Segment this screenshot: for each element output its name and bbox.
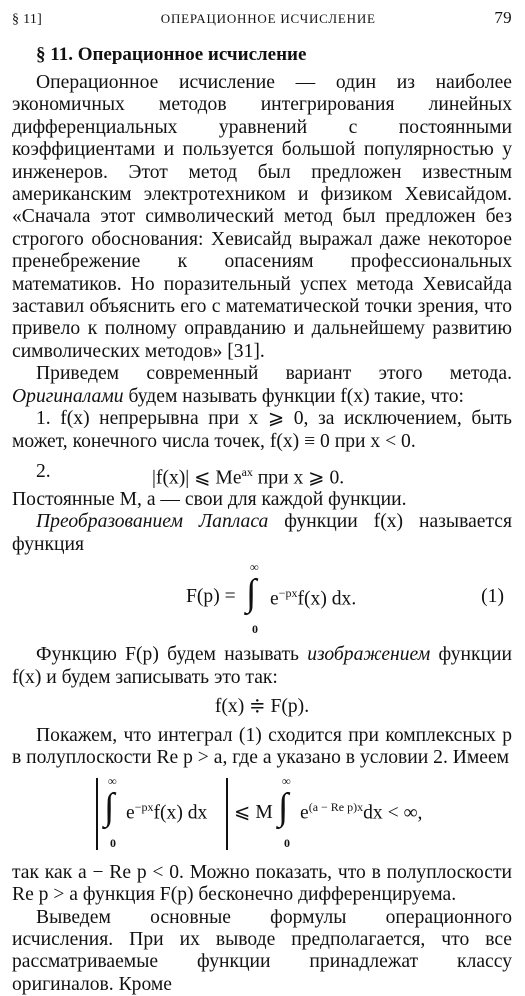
condition-2-expr-left: |f(x)| ⩽ Me (152, 467, 242, 489)
condition-2-expr-sup: ax (241, 464, 253, 479)
term-image: изображением (307, 644, 431, 666)
header-chapter-title: ОПЕРАЦИОННОЕ ИСЧИСЛЕНИЕ (160, 11, 376, 26)
formula-1-exponent: −px (278, 586, 298, 601)
running-header (12, 8, 512, 30)
formula-3-right-base: e (300, 802, 309, 824)
paragraph-intro: Операционное исчисление — один из наиболее экономичных методов интегрирования линейных дифференциальных уравнений с постоянными коэффициентами и пользуется большой популярностью у инженеров. Этот метод был предложен известным американским электротехником и физиком Хевисайдом. «Сначала этот символический метод был предложен без строгого обоснования: Хевисайд выражал даже некоторое пренебрежение к опасениям профессиональных математиков. Но поразительный успех метода Хевисайда заставил объяснить его с математической точки зрения, что привело к полному оправданию и дальнейшему развитию символических методов» [31]. (12, 72, 512, 362)
formula-3-relation: ⩽ M (234, 801, 273, 823)
book-page (12, 8, 512, 996)
condition-2 (12, 459, 512, 489)
paragraph-derive: Выведем основные формулы операционного исчисления. При их выводе предполагается, что все рассматриваемые функции принадлежат классу оригиналов. Кроме (12, 906, 512, 995)
condition-2-expression (152, 461, 344, 490)
condition-1: 1. f(x) непрерывна при x ⩾ 0, за исключением, быть может, конечного числа точек, f(x) ≡ 0 при x < 0. (12, 408, 512, 452)
formula-correspondence: f(x) ≑ F(p). (214, 695, 310, 717)
formula-3-inner-lower: 0 (110, 835, 116, 850)
integral-sign-inner: ∫ (104, 785, 115, 828)
abs-bar-left (96, 778, 98, 850)
formula-3-right-sup: (a − Re p)x (308, 799, 364, 814)
paragraph-originals-before: Приведем современный вариант этого метода. (36, 363, 512, 385)
formula-3-right (300, 800, 422, 825)
paragraph-convergence: Покажем, что интеграл (1) сходится при комплексных p в полуплоскости Re p > a, где a указано в условии 2. Имеем (12, 724, 512, 769)
term-laplace: Преобразованием Лапласа (36, 511, 269, 533)
paragraph-originals-after: будем называть функции f(x) такие, что: (123, 385, 464, 407)
formula-1-upper-limit: ∞ (250, 560, 259, 575)
formula-3-inner-rest: f(x) dx (153, 802, 208, 824)
formula-1-lhs: F(p) = (186, 586, 236, 608)
formula-1-base: e (270, 588, 279, 610)
term-originals: Оригиналами (12, 385, 124, 407)
abs-bar-right (226, 778, 228, 850)
paragraph-laplace (12, 511, 512, 556)
formula-3-inner-upper: ∞ (108, 773, 117, 788)
formula-1-integrand (270, 586, 356, 611)
equation-number: (1) (481, 586, 504, 608)
paragraph-image-after: функции f(x) и будем записывать это так: (12, 644, 512, 688)
formula-3-inner-base: e (126, 802, 135, 824)
formula-3-right-rest: dx < ∞, (363, 802, 423, 824)
formula-1-rest: f(x) dx. (297, 588, 357, 610)
formula-laplace (12, 556, 512, 644)
formula-3-outer-lower: 0 (284, 835, 290, 850)
formula-inequality (12, 770, 512, 862)
formula-1-lower-limit: 0 (252, 622, 258, 637)
formula-3-outer-upper: ∞ (282, 773, 291, 788)
paragraph-image (12, 644, 512, 689)
paragraph-constants: Постоянные M, a — свои для каждой функции. (12, 488, 407, 510)
paragraph-image-before: Функцию F(p) будем называть (36, 644, 308, 666)
paragraph-since: так как a − Re p < 0. Можно показать, что в полуплоскости Re p > a функция F(p) бесконечно дифференцируема. (12, 861, 512, 906)
integral-sign: ∫ (246, 572, 257, 615)
page-number: 79 (494, 8, 512, 27)
formula-3-inner (126, 800, 207, 825)
condition-2-label: 2. (36, 460, 51, 482)
paragraph-laplace-after: функции f(x) называется функция (12, 511, 512, 555)
section-title: § 11. Операционное исчисление (36, 44, 307, 65)
formula-3-inner-sup: −px (134, 799, 154, 814)
header-section-ref: § 11] (12, 12, 43, 27)
paragraph-originals (12, 363, 512, 408)
integral-sign-outer: ∫ (278, 785, 289, 828)
condition-2-expr-right: при x ⩾ 0. (252, 467, 345, 489)
